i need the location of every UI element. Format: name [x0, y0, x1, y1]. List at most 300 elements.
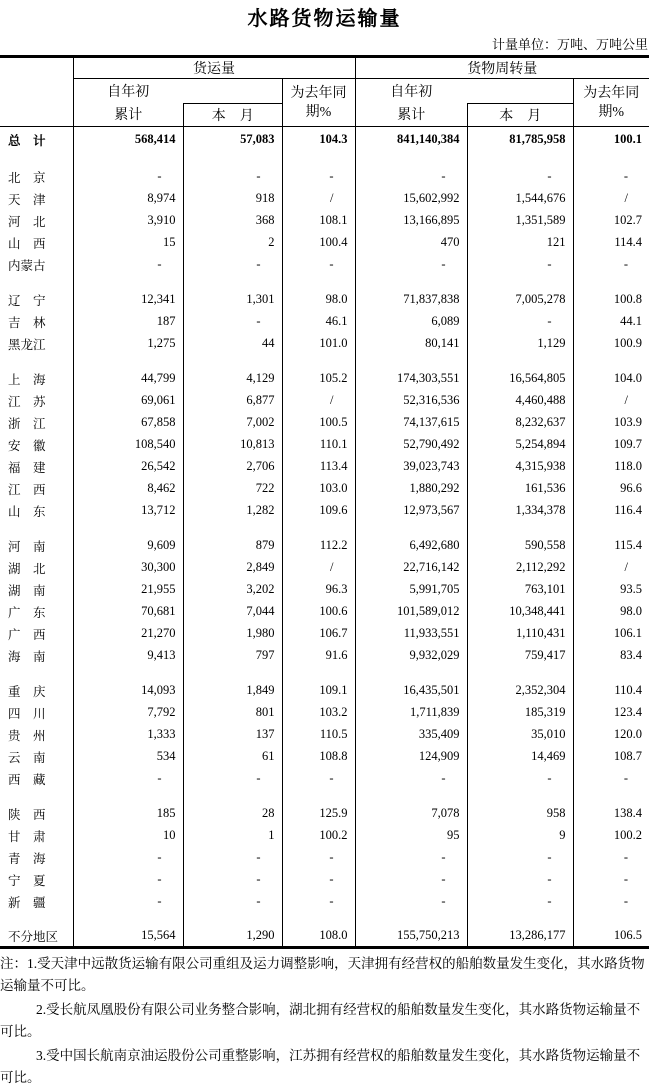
cumulative-header-line1: 自年初 — [390, 84, 433, 100]
region-name-cell: 北 京 — [0, 166, 73, 188]
value-cell: - — [355, 254, 467, 276]
value-cell: 1,301 — [183, 289, 282, 311]
spacer-cell — [355, 913, 467, 926]
table-row — [0, 623, 649, 645]
value-cell: - — [282, 869, 355, 891]
value-cell: 106.1 — [613, 626, 643, 640]
value-cell: 104.3 — [282, 127, 355, 153]
region-name-cell: 辽 宁 — [0, 289, 73, 311]
cumulative-header-line1: 自年初 — [107, 84, 150, 100]
value-cell: 14,469 — [467, 746, 573, 768]
region-name-cell: 上 海 — [0, 368, 73, 390]
spacer-cell — [467, 153, 573, 166]
spacer-cell — [282, 355, 355, 368]
spacer-cell — [573, 355, 649, 368]
spacer-row — [0, 790, 649, 803]
value-cell: 2,112,292 — [467, 557, 573, 579]
region-name-cell: 宁 夏 — [0, 869, 73, 891]
spacer-cell — [282, 153, 355, 166]
header-sub-row — [0, 79, 649, 127]
table-row — [0, 645, 649, 667]
value-cell: - — [73, 869, 183, 891]
value-cell: - — [183, 254, 282, 276]
value-cell: / — [624, 191, 629, 205]
spacer-cell — [355, 276, 467, 289]
value-cell: - — [467, 166, 573, 188]
region-name-cell: 吉 林 — [0, 311, 73, 333]
value-cell: 105.2 — [282, 368, 355, 390]
region-name-cell: 黑龙江 — [0, 333, 73, 355]
region-name-cell: 四 川 — [0, 702, 73, 724]
cumulative-header-line2: 累计 — [397, 108, 426, 123]
value-cell: 44 — [183, 333, 282, 355]
spacer-cell — [183, 276, 282, 289]
value-cell: 11,933,551 — [355, 623, 467, 645]
value-cell: 39,023,743 — [355, 456, 467, 478]
value-cell: 100.8 — [613, 292, 643, 306]
region-name-cell: 甘 肃 — [0, 825, 73, 847]
region-header-cell — [0, 79, 73, 127]
freight-cumulative-header — [73, 79, 183, 127]
value-cell: 763,101 — [467, 579, 573, 601]
table-row — [0, 210, 649, 232]
region-name-cell: 河 南 — [0, 535, 73, 557]
notes — [0, 953, 649, 1089]
spacer-row — [0, 355, 649, 368]
value-cell: - — [623, 872, 629, 886]
region-name-cell: 贵 州 — [0, 724, 73, 746]
yoy-header-line2: 期% — [305, 104, 332, 120]
spacer-cell — [183, 667, 282, 680]
table-row — [0, 825, 649, 847]
value-cell: 1,334,378 — [467, 500, 573, 522]
value-cell: 93.5 — [620, 582, 643, 596]
value-cell: - — [467, 311, 573, 333]
value-cell: - — [73, 768, 183, 790]
value-cell: 100.2 — [282, 825, 355, 847]
spacer-cell — [282, 276, 355, 289]
table-row — [0, 847, 649, 869]
value-cell: 1,333 — [73, 724, 183, 746]
value-cell: 568,414 — [73, 127, 183, 153]
region-name-cell: 总 计 — [0, 127, 73, 153]
value-cell: 15,564 — [73, 926, 183, 948]
value-cell: - — [467, 891, 573, 913]
region-name-cell: 云 南 — [0, 746, 73, 768]
value-cell: 103.9 — [613, 415, 643, 429]
value-cell: 13,712 — [73, 500, 183, 522]
spacer-cell — [573, 913, 649, 926]
spacer-cell — [355, 153, 467, 166]
value-cell: 13,286,177 — [467, 926, 573, 948]
value-cell: 2,706 — [183, 456, 282, 478]
region-name-cell: 陕 西 — [0, 803, 73, 825]
value-cell: / — [624, 393, 629, 407]
value-cell: 918 — [183, 188, 282, 210]
value-cell: 61 — [183, 746, 282, 768]
value-cell: 98.0 — [282, 289, 355, 311]
region-name-cell: 浙 江 — [0, 412, 73, 434]
value-cell: 115.4 — [614, 538, 643, 552]
spacer-cell — [73, 355, 183, 368]
freight-yoy-header — [282, 79, 355, 127]
value-cell: 5,254,894 — [467, 434, 573, 456]
value-cell: 10 — [73, 825, 183, 847]
value-cell: 21,270 — [73, 623, 183, 645]
table-row — [0, 289, 649, 311]
value-cell: 52,316,536 — [355, 390, 467, 412]
value-cell: 108.1 — [282, 210, 355, 232]
month-header-box: 本 月 — [183, 103, 282, 127]
spacer-cell — [573, 790, 649, 803]
value-cell: 9,413 — [73, 645, 183, 667]
spacer-row — [0, 913, 649, 926]
value-cell: 879 — [183, 535, 282, 557]
region-name-cell: 西 藏 — [0, 768, 73, 790]
table-row — [0, 702, 649, 724]
value-cell: 14,093 — [73, 680, 183, 702]
spacer-row — [0, 276, 649, 289]
value-cell: 52,790,492 — [355, 434, 467, 456]
note-1: 注：1.受天津中远散货运输有限公司重组及运力调整影响，天津拥有经营权的船舶数量发生变化，其水路货物运输量不可比。 — [0, 956, 645, 993]
value-cell: 113.4 — [282, 456, 355, 478]
value-cell: - — [355, 891, 467, 913]
value-cell: - — [355, 768, 467, 790]
value-cell: 16,435,501 — [355, 680, 467, 702]
table-row — [0, 456, 649, 478]
value-cell: - — [623, 894, 629, 908]
value-cell: 1 — [183, 825, 282, 847]
spacer-cell — [573, 153, 649, 166]
spacer-cell — [355, 355, 467, 368]
value-cell: 7,044 — [183, 601, 282, 623]
turnover-yoy-header — [573, 79, 649, 127]
spacer-cell — [282, 667, 355, 680]
value-cell: 1,849 — [183, 680, 282, 702]
value-cell: 2,849 — [183, 557, 282, 579]
value-cell: - — [73, 891, 183, 913]
value-cell: 110.5 — [282, 724, 355, 746]
value-cell: - — [183, 847, 282, 869]
value-cell: 96.3 — [282, 579, 355, 601]
value-cell: 44,799 — [73, 368, 183, 390]
unit-label: 计量单位：万吨、万吨公里 — [491, 37, 648, 52]
spacer-cell — [467, 790, 573, 803]
value-cell: 96.6 — [620, 481, 643, 495]
value-cell: 3,202 — [183, 579, 282, 601]
turnover-group-header: 货物周转量 — [355, 57, 649, 79]
value-cell: 174,303,551 — [355, 368, 467, 390]
value-cell: 797 — [183, 645, 282, 667]
spacer-row — [0, 153, 649, 166]
value-cell: 102.7 — [613, 213, 643, 227]
table-row — [0, 478, 649, 500]
value-cell: 101,589,012 — [355, 601, 467, 623]
cumulative-header-line2: 累计 — [114, 108, 143, 123]
spacer-cell — [73, 522, 183, 535]
value-cell: 187 — [73, 311, 183, 333]
value-cell: - — [623, 850, 629, 864]
value-cell: 8,232,637 — [467, 412, 573, 434]
value-cell: 121 — [467, 232, 573, 254]
value-cell: - — [282, 847, 355, 869]
value-cell: - — [183, 311, 282, 333]
spacer-cell — [467, 522, 573, 535]
value-cell: 1,544,676 — [467, 188, 573, 210]
spacer-cell — [282, 913, 355, 926]
value-cell: 3,910 — [73, 210, 183, 232]
region-name-cell: 广 西 — [0, 623, 73, 645]
spacer-cell — [183, 790, 282, 803]
region-name-cell: 不分地区 — [0, 926, 73, 948]
value-cell: 35,010 — [467, 724, 573, 746]
value-cell: - — [467, 869, 573, 891]
spacer-cell — [0, 522, 73, 535]
region-name-cell: 天 津 — [0, 188, 73, 210]
value-cell: - — [183, 891, 282, 913]
table-row — [0, 891, 649, 913]
value-cell: 841,140,384 — [355, 127, 467, 153]
value-cell: 44.1 — [620, 314, 643, 328]
value-cell: - — [73, 166, 183, 188]
table-row — [0, 601, 649, 623]
region-name-cell: 山 西 — [0, 232, 73, 254]
region-name-cell: 福 建 — [0, 456, 73, 478]
value-cell: 28 — [183, 803, 282, 825]
region-header-cell — [0, 57, 73, 79]
region-name-cell: 广 东 — [0, 601, 73, 623]
value-cell: 110.1 — [282, 434, 355, 456]
value-cell: 112.2 — [282, 535, 355, 557]
value-cell: 109.6 — [282, 500, 355, 522]
value-cell: 26,542 — [73, 456, 183, 478]
region-name-cell: 山 东 — [0, 500, 73, 522]
value-cell: 100.5 — [282, 412, 355, 434]
value-cell: 9,609 — [73, 535, 183, 557]
value-cell: 100.1 — [613, 132, 643, 147]
spacer-cell — [0, 355, 73, 368]
value-cell: 80,141 — [355, 333, 467, 355]
spacer-cell — [467, 667, 573, 680]
note-2: 2.受长航凤凰股份有限公司业务整合影响，湖北拥有经营权的船舶数量发生变化，其水路货物运输量不可比。 — [0, 1002, 641, 1039]
spacer-cell — [467, 276, 573, 289]
region-name-cell: 海 南 — [0, 645, 73, 667]
table-row — [0, 127, 649, 153]
value-cell: 83.4 — [620, 648, 643, 662]
freight-month-header — [183, 79, 282, 127]
value-cell: 722 — [183, 478, 282, 500]
value-cell: 534 — [73, 746, 183, 768]
region-name-cell: 新 疆 — [0, 891, 73, 913]
value-cell: 109.1 — [282, 680, 355, 702]
value-cell: - — [623, 257, 629, 271]
table-row — [0, 188, 649, 210]
spacer-cell — [355, 790, 467, 803]
value-cell: / — [282, 188, 355, 210]
value-cell: 1,711,839 — [355, 702, 467, 724]
value-cell: 7,792 — [73, 702, 183, 724]
value-cell: 15,602,992 — [355, 188, 467, 210]
spacer-cell — [282, 522, 355, 535]
value-cell: - — [73, 847, 183, 869]
value-cell: 74,137,615 — [355, 412, 467, 434]
value-cell: 108.0 — [282, 926, 355, 948]
spacer-cell — [73, 667, 183, 680]
value-cell: 81,785,958 — [467, 127, 573, 153]
spacer-cell — [0, 790, 73, 803]
value-cell: 1,351,589 — [467, 210, 573, 232]
value-cell: 8,974 — [73, 188, 183, 210]
value-cell: 98.0 — [620, 604, 643, 618]
value-cell: 104.0 — [613, 371, 643, 385]
value-cell: - — [282, 254, 355, 276]
value-cell: 368 — [183, 210, 282, 232]
value-cell: - — [623, 771, 629, 785]
page-title: 水路货物运输量 — [247, 8, 402, 30]
value-cell: 22,716,142 — [355, 557, 467, 579]
value-cell: 124,909 — [355, 746, 467, 768]
value-cell: - — [467, 768, 573, 790]
value-cell: - — [467, 847, 573, 869]
value-cell: 13,166,895 — [355, 210, 467, 232]
value-cell: / — [282, 557, 355, 579]
table-row — [0, 333, 649, 355]
value-cell: 120.0 — [613, 727, 643, 741]
spacer-cell — [282, 790, 355, 803]
region-name-cell: 湖 北 — [0, 557, 73, 579]
value-cell: 108.7 — [613, 749, 643, 763]
table-row — [0, 768, 649, 790]
spacer-cell — [73, 913, 183, 926]
value-cell: 114.4 — [614, 235, 643, 249]
value-cell: 10,348,441 — [467, 601, 573, 623]
value-cell: 9,932,029 — [355, 645, 467, 667]
value-cell: - — [355, 847, 467, 869]
spacer-cell — [573, 667, 649, 680]
value-cell: 1,129 — [467, 333, 573, 355]
value-cell: 2 — [183, 232, 282, 254]
spacer-cell — [183, 355, 282, 368]
value-cell: 7,002 — [183, 412, 282, 434]
value-cell: 16,564,805 — [467, 368, 573, 390]
value-cell: 106.5 — [613, 928, 643, 943]
table-row — [0, 535, 649, 557]
value-cell: 7,078 — [355, 803, 467, 825]
value-cell: 1,290 — [183, 926, 282, 948]
value-cell: 4,460,488 — [467, 390, 573, 412]
value-cell: 6,089 — [355, 311, 467, 333]
spacer-cell — [183, 522, 282, 535]
region-name-cell: 安 徽 — [0, 434, 73, 456]
table-row — [0, 390, 649, 412]
value-cell: 1,880,292 — [355, 478, 467, 500]
table-row — [0, 680, 649, 702]
data-table — [0, 55, 649, 949]
value-cell: 95 — [355, 825, 467, 847]
table-row — [0, 311, 649, 333]
value-cell: 6,877 — [183, 390, 282, 412]
value-cell: 12,341 — [73, 289, 183, 311]
value-cell: 2,352,304 — [467, 680, 573, 702]
value-cell: 1,282 — [183, 500, 282, 522]
value-cell: - — [73, 254, 183, 276]
freight-group-header: 货运量 — [73, 57, 355, 79]
spacer-cell — [355, 667, 467, 680]
spacer-cell — [183, 153, 282, 166]
value-cell: 185,319 — [467, 702, 573, 724]
header-group-row — [0, 57, 649, 79]
value-cell: 106.7 — [282, 623, 355, 645]
value-cell: 1,980 — [183, 623, 282, 645]
value-cell: 138.4 — [613, 806, 643, 820]
spacer-cell — [183, 913, 282, 926]
region-name-cell: 湖 南 — [0, 579, 73, 601]
spacer-cell — [573, 522, 649, 535]
value-cell: 118.0 — [614, 459, 643, 473]
value-cell: - — [355, 166, 467, 188]
region-name-cell: 江 苏 — [0, 390, 73, 412]
region-name-cell: 重 庆 — [0, 680, 73, 702]
value-cell: 10,813 — [183, 434, 282, 456]
table-row — [0, 232, 649, 254]
value-cell: 103.2 — [282, 702, 355, 724]
value-cell: - — [282, 768, 355, 790]
value-cell: 1,110,431 — [467, 623, 573, 645]
value-cell: 109.7 — [613, 437, 643, 451]
spacer-row — [0, 522, 649, 535]
value-cell: 137 — [183, 724, 282, 746]
value-cell: 155,750,213 — [355, 926, 467, 948]
spacer-cell — [0, 153, 73, 166]
value-cell: 759,417 — [467, 645, 573, 667]
value-cell: 100.9 — [613, 336, 643, 350]
table-row — [0, 579, 649, 601]
table-row — [0, 803, 649, 825]
value-cell: 21,955 — [73, 579, 183, 601]
spacer-cell — [73, 276, 183, 289]
value-cell: 1,275 — [73, 333, 183, 355]
value-cell: 100.4 — [282, 232, 355, 254]
value-cell: 185 — [73, 803, 183, 825]
value-cell: 108.8 — [282, 746, 355, 768]
value-cell: 70,681 — [73, 601, 183, 623]
value-cell: / — [624, 560, 629, 574]
value-cell: 110.4 — [614, 683, 643, 697]
value-cell: 8,462 — [73, 478, 183, 500]
value-cell: - — [623, 169, 629, 183]
table-header — [0, 57, 649, 127]
value-cell: 46.1 — [282, 311, 355, 333]
value-cell: 7,005,278 — [467, 289, 573, 311]
table-row — [0, 166, 649, 188]
table-row — [0, 724, 649, 746]
value-cell: 6,492,680 — [355, 535, 467, 557]
spacer-cell — [355, 522, 467, 535]
value-cell: 590,558 — [467, 535, 573, 557]
value-cell: 30,300 — [73, 557, 183, 579]
table-row — [0, 746, 649, 768]
value-cell: 116.4 — [614, 503, 643, 517]
region-name-cell: 江 西 — [0, 478, 73, 500]
region-name-cell: 河 北 — [0, 210, 73, 232]
value-cell: 69,061 — [73, 390, 183, 412]
month-header-box: 本 月 — [467, 103, 573, 127]
value-cell: 161,536 — [467, 478, 573, 500]
spacer-cell — [73, 790, 183, 803]
value-cell: 4,129 — [183, 368, 282, 390]
value-cell: 71,837,838 — [355, 289, 467, 311]
turnover-month-header — [467, 79, 573, 127]
